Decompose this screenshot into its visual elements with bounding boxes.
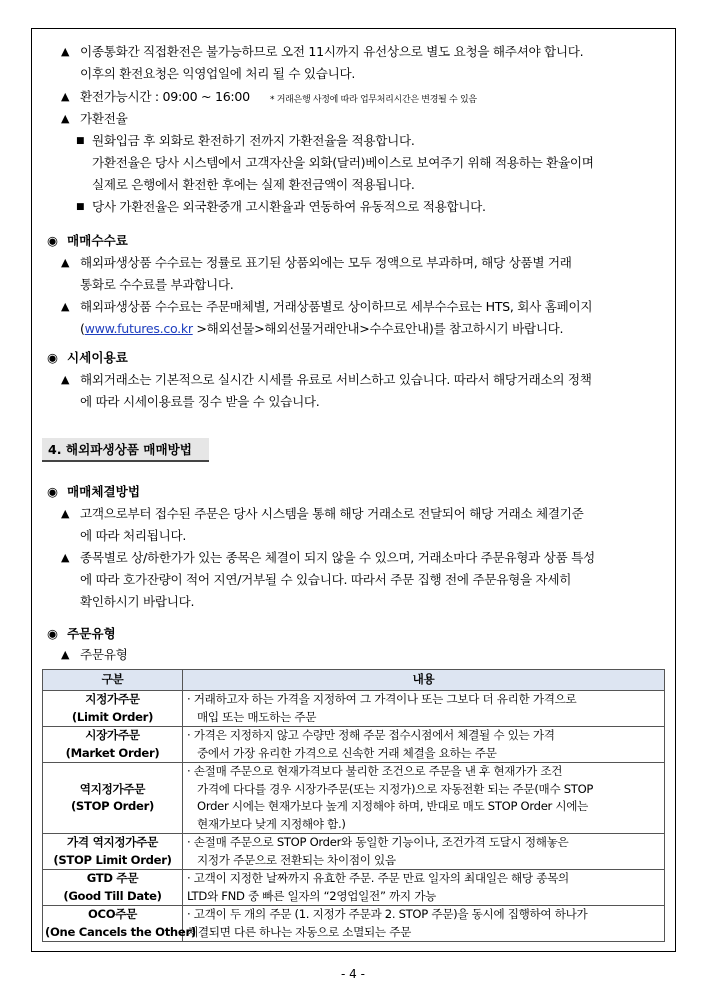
order-desc-cell: · 가격은 지정하지 않고 수량만 정해 주문 접수시점에서 체결될 수 있는 가격 중에서 가장 유리한 가격으로 신속한 거래 체결을 요하는 주문 (183, 727, 665, 763)
triangle-bullet-icon: ▲ (61, 45, 70, 58)
fee-line1: 해외파생상품 수수료는 정률로 표기된 상품외에는 모두 정액으로 부과하며, 해당 상품별 거래 (80, 255, 572, 270)
section-4-title: 4. 해외파생상품 매매방법 (42, 438, 209, 462)
triangle-bullet-icon: ▲ (61, 551, 70, 564)
fee-line4: (www.futures.co.kr >해외선물>해외선물거래안내>수수료안내)를 참고하시기 바랍니다. (80, 321, 564, 336)
order-name-cell: OCO주문 (One Cancels the Other) (43, 906, 183, 942)
provisional-rate-line2: 가환전율은 당사 시스템에서 고객자산을 외화(달러)베이스로 보여주기 위해 적용하는 환율이며 (92, 155, 594, 170)
order-type-table (42, 669, 665, 942)
triangle-bullet-icon: ▲ (61, 373, 70, 386)
table-header-category: 구분 (43, 670, 183, 691)
fee-heading: 매매수수료 (67, 233, 128, 248)
table-row (43, 834, 665, 870)
provisional-rate-line4: 당사 가환전율은 외국환중개 고시환율과 연동하여 유동적으로 적용합니다. (92, 199, 486, 214)
triangle-bullet-icon: ▲ (61, 90, 70, 103)
order-desc-cell: · 손절매 주문으로 STOP Order와 동일한 기능이나, 조건가격 도달시 정해놓은 지정가 주문으로 전환되는 차이점이 있음 (183, 834, 665, 870)
triangle-bullet-icon: ▲ (61, 648, 70, 661)
order-desc-cell: · 거래하고자 하는 가격을 지정하여 그 가격이나 또는 그보다 더 유리한 가격으로 매입 또는 매도하는 주문 (183, 691, 665, 727)
order-desc-cell: · 고객이 지정한 날짜까지 유효한 주문. 주문 만료 일자의 최대일은 해당 종목의 LTD와 FND 중 빠른 일자의 “2영업일전” 까지 가능 (183, 870, 665, 906)
order-desc-cell: · 고객이 두 개의 주문 (1. 지정가 주문과 2. STOP 주문)을 동시에 집행하여 하나가 체결되면 다른 하나는 자동으로 소멸되는 주문 (183, 906, 665, 942)
exchange-hours: 환전가능시간 : 09:00 ~ 16:00 (80, 89, 250, 104)
execution-line4: 에 따라 호가잔량이 적어 지연/거부될 수 있습니다. 따라서 주문 집행 전에 주문유형을 자세히 (80, 572, 572, 587)
fee-line3: 해외파생상품 수수료는 주문매체별, 거래상품별로 상이하므로 세부수수료는 HTS, 회사 홈페이지 (80, 299, 593, 314)
fee-line2: 통화로 수수료를 부과합니다. (80, 277, 234, 292)
table-row (43, 691, 665, 727)
triangle-bullet-icon: ▲ (61, 112, 70, 125)
order-name-cell: 지정가주문 (Limit Order) (43, 691, 183, 727)
table-header-row (43, 670, 665, 691)
provisional-rate-line3: 실제로 은행에서 환전한 후에는 실제 환전금액이 적용됩니다. (92, 177, 415, 192)
exchange-note-line2: 이후의 환전요청은 익영업일에 처리 될 수 있습니다. (80, 66, 356, 81)
quote-fee-line2: 에 따라 시세이용료를 징수 받을 수 있습니다. (80, 394, 320, 409)
futures-site-link[interactable]: www.futures.co.kr (84, 321, 193, 336)
table-header-content: 내용 (183, 670, 665, 691)
order-type-sub: 주문유형 (80, 647, 128, 662)
triangle-bullet-icon: ▲ (61, 300, 70, 313)
circle-bullet-icon: ◉ (47, 233, 58, 248)
order-desc-cell: · 손절매 주문으로 현재가격보다 불리한 조건으로 주문을 낸 후 현재가가 조건 가격에 다다를 경우 시장가주문(또는 지정가)으로 자동전환 되는 주문(매수 STOP Order 시에는 현재가보다 높게 지정해야 하며, 반대로 매도 STOP Order 시에는 현재가보다 낮게 지정해야 함.) (183, 763, 665, 834)
square-bullet-icon: ■ (76, 202, 85, 212)
page-number: - 4 - (341, 967, 365, 981)
table-row (43, 763, 665, 834)
circle-bullet-icon: ◉ (47, 626, 58, 641)
execution-line5: 확인하시기 바랍니다. (80, 594, 195, 609)
provisional-rate-label: 가환전율 (80, 111, 128, 126)
triangle-bullet-icon: ▲ (61, 507, 70, 520)
order-name-cell: 역지정가주문 (STOP Order) (43, 763, 183, 834)
order-name-cell: 가격 역지정가주문 (STOP Limit Order) (43, 834, 183, 870)
table-row (43, 906, 665, 942)
exchange-note-line1: 이종통화간 직접환전은 불가능하므로 오전 11시까지 유선상으로 별도 요청을 해주셔야 합니다. (80, 44, 584, 59)
square-bullet-icon: ■ (76, 136, 85, 146)
provisional-rate-line1: 원화입금 후 외화로 환전하기 전까지 가환전율을 적용합니다. (92, 133, 415, 148)
circle-bullet-icon: ◉ (47, 484, 58, 499)
execution-line2: 에 따라 처리됩니다. (80, 528, 187, 543)
execution-heading: 매매체결방법 (67, 484, 140, 499)
order-type-heading: 주문유형 (67, 626, 116, 641)
table-row (43, 727, 665, 763)
execution-line1: 고객으로부터 접수된 주문은 당사 시스템을 통해 해당 거래소로 전달되어 해당 거래소 체결기준 (80, 506, 584, 521)
quote-fee-heading: 시세이용료 (67, 350, 128, 365)
circle-bullet-icon: ◉ (47, 350, 58, 365)
exchange-hours-note: * 거래은행 사정에 따라 업무처리시간은 변경될 수 있음 (270, 95, 477, 105)
table-row (43, 870, 665, 906)
order-name-cell: GTD 주문 (Good Till Date) (43, 870, 183, 906)
quote-fee-line1: 해외거래소는 기본적으로 실시간 시세를 유료로 서비스하고 있습니다. 따라서 해당거래소의 정책 (80, 372, 592, 387)
triangle-bullet-icon: ▲ (61, 256, 70, 269)
execution-line3: 종목별로 상/하한가가 있는 종목은 체결이 되지 않을 수 있으며, 거래소마다 주문유형과 상품 특성 (80, 550, 595, 565)
order-name-cell: 시장가주문 (Market Order) (43, 727, 183, 763)
